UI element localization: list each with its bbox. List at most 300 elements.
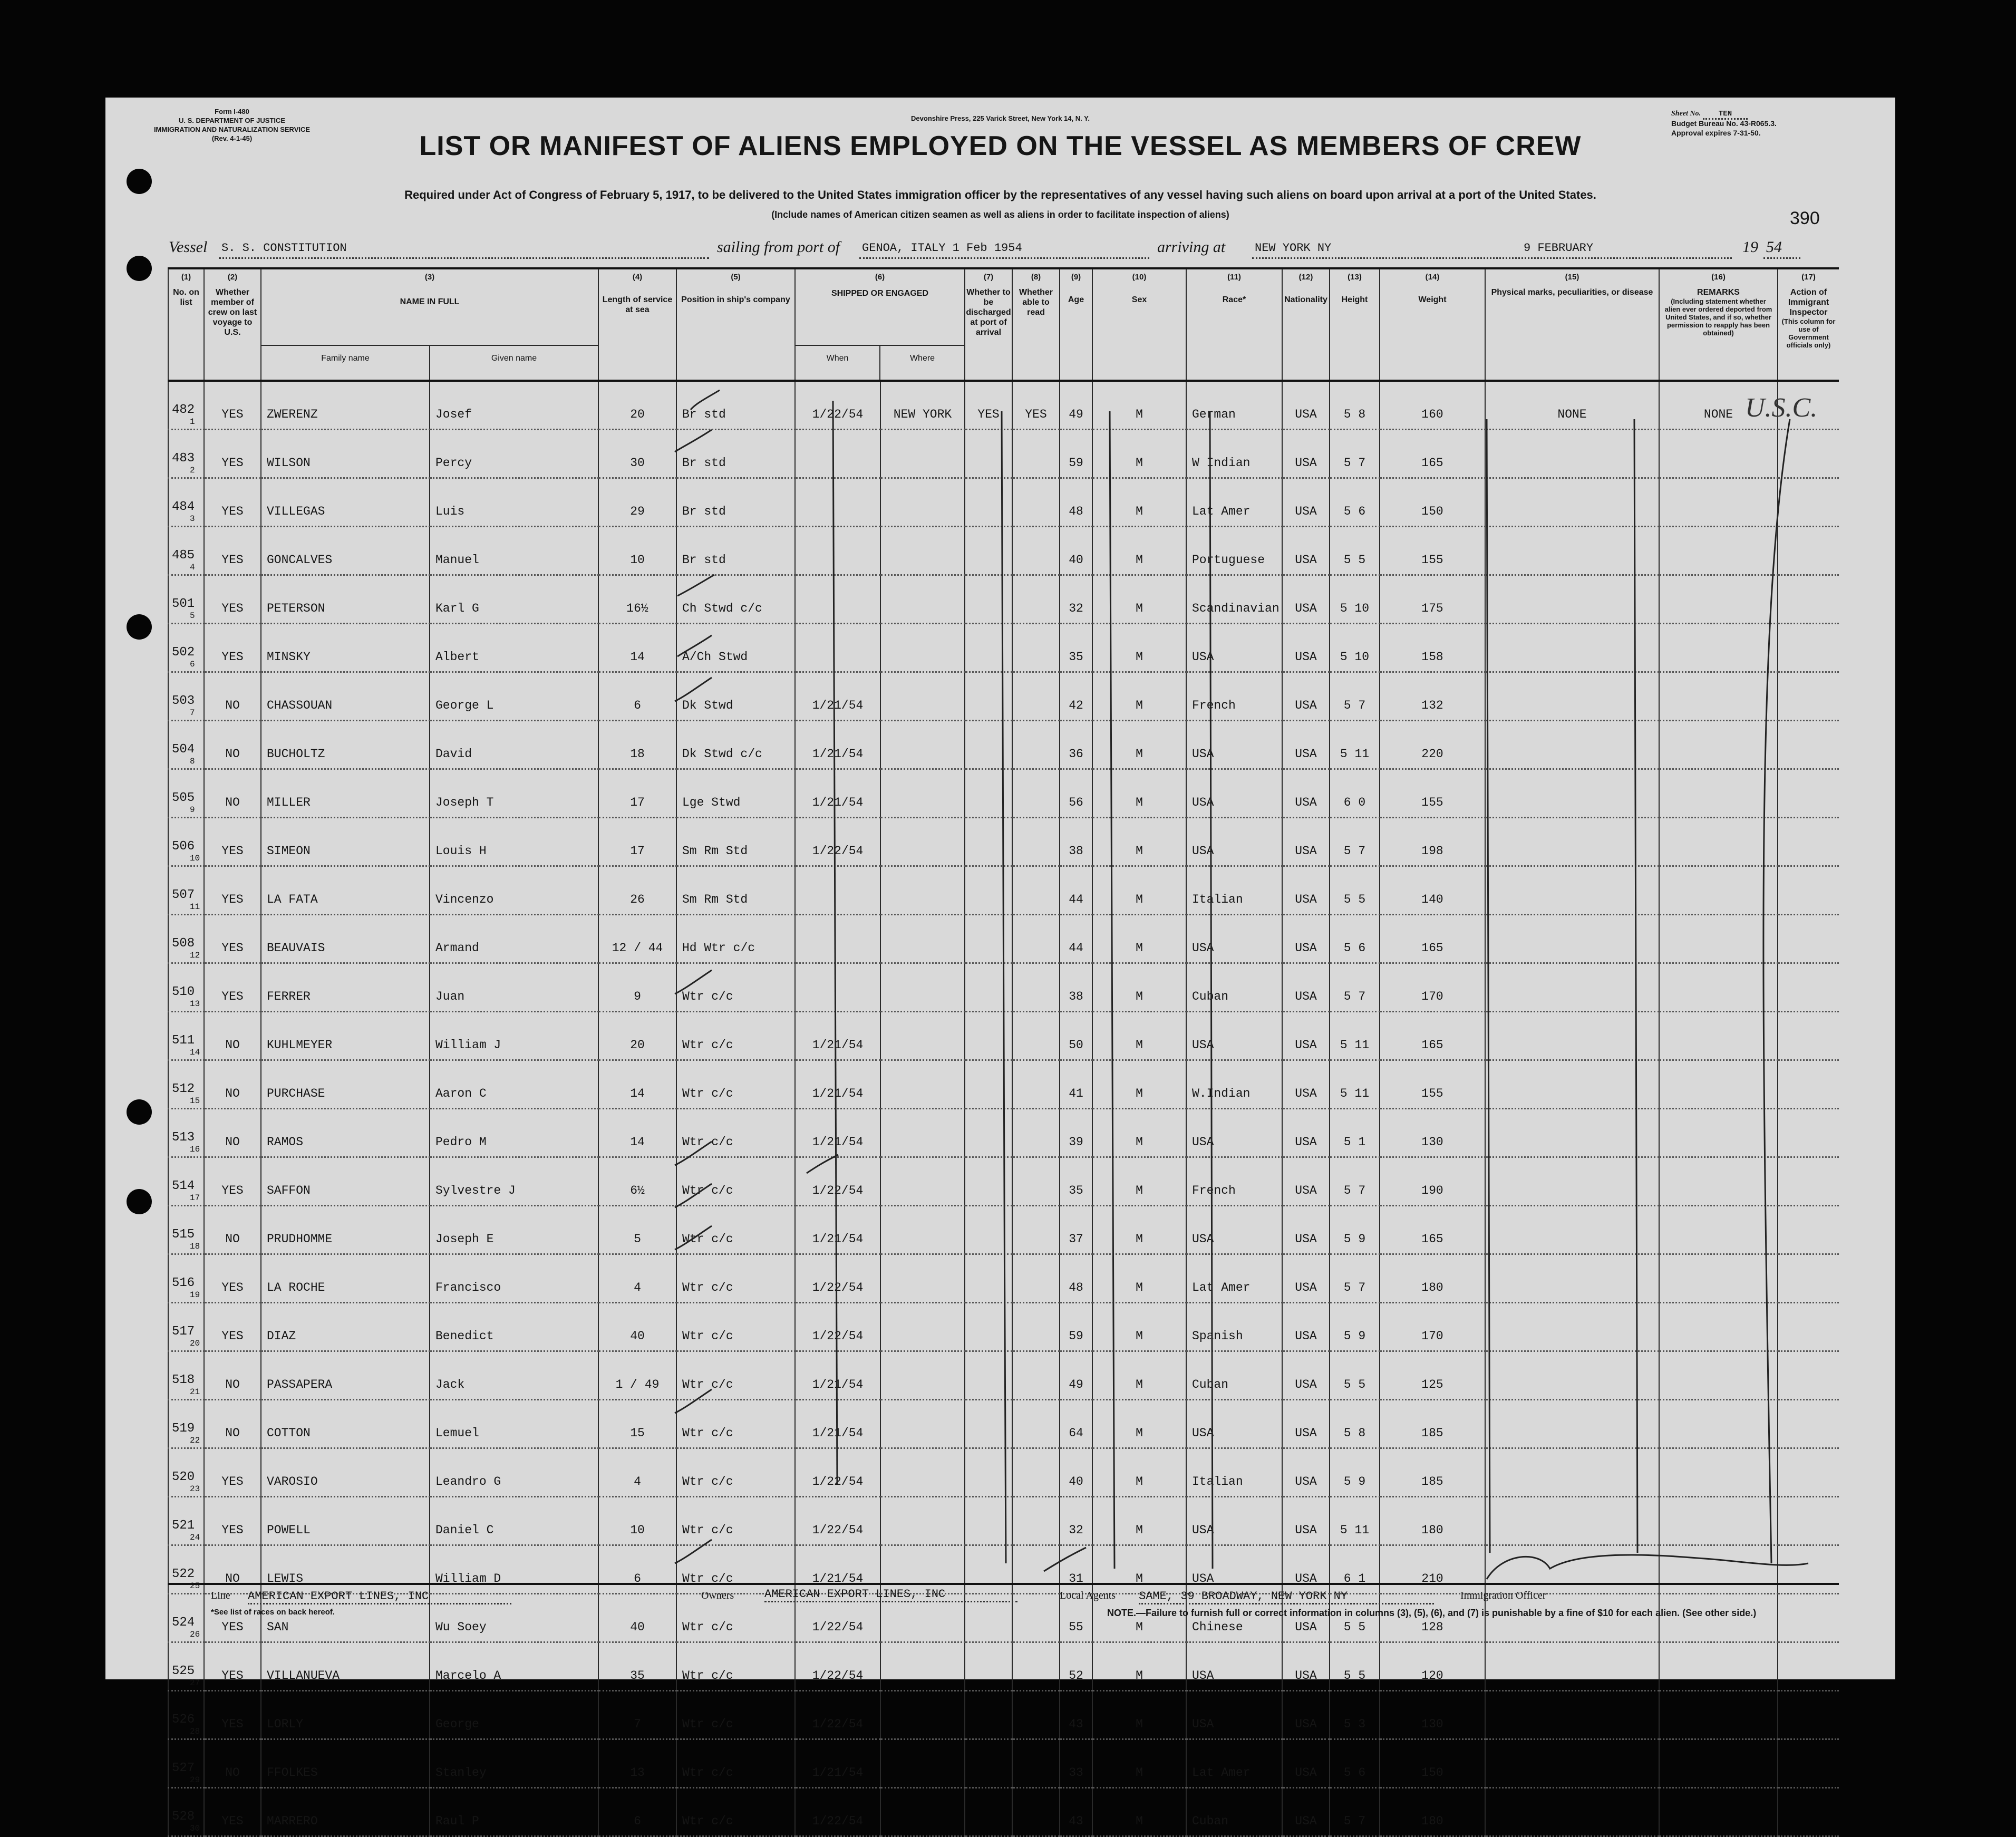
cell-marks: [1485, 866, 1659, 915]
cell-position: Br std: [676, 527, 795, 575]
cell-crew: NO: [204, 1206, 261, 1254]
cell-race: Lat Amer: [1186, 1739, 1282, 1788]
list-number: 516: [172, 1276, 195, 1290]
form-line: IMMIGRATION AND NATURALIZATION SERVICE: [153, 125, 311, 133]
cell-marks: [1485, 721, 1659, 769]
cell-crew: YES: [204, 1788, 261, 1836]
cell-discharged: [965, 1254, 1012, 1303]
cell-action: [1778, 478, 1839, 527]
cell-family: PRUDHOMME: [261, 1206, 430, 1254]
cell-given: Percy: [430, 430, 598, 478]
cell-sex: M: [1092, 1594, 1186, 1642]
cell-read: [1012, 1012, 1060, 1060]
cell-nationality: USA: [1282, 769, 1330, 818]
date-value: 9 FEBRUARY: [1524, 241, 1594, 255]
cell-nationality: USA: [1282, 866, 1330, 915]
cell-race: USA: [1186, 1642, 1282, 1691]
cell-nationality: USA: [1282, 575, 1330, 624]
cell-given: Lemuel: [430, 1400, 598, 1448]
cell-position: Wtr c/c: [676, 1594, 795, 1642]
cell-where: [880, 1642, 965, 1691]
line-number: 13: [190, 999, 200, 1009]
row-number: [168, 721, 204, 769]
cell-height: 5 9: [1330, 1303, 1380, 1351]
cell-read: [1012, 478, 1060, 527]
cell-discharged: [965, 915, 1012, 963]
cell-given: Albert: [430, 624, 598, 672]
cell-age: 33: [1060, 1739, 1092, 1788]
line-number: 21: [190, 1387, 200, 1397]
year-prefix: 19: [1742, 238, 1758, 256]
arriving-value: NEW YORK NY: [1255, 241, 1332, 255]
document-note: (Include names of American citizen seamen as well as aliens in order to facilitate inspection of aliens): [771, 209, 1229, 220]
cell-service: 20: [598, 381, 676, 430]
cell-family: COTTON: [261, 1400, 430, 1448]
line-number: 7: [190, 708, 195, 718]
cell-age: 64: [1060, 1400, 1092, 1448]
cell-discharged: [965, 1739, 1012, 1788]
row-number: [168, 1497, 204, 1545]
cell-sex: M: [1092, 381, 1186, 430]
line-number: 3: [190, 514, 195, 524]
cell-height: 5 8: [1330, 381, 1380, 430]
col-header-read: (8) Whether able to read: [1012, 269, 1060, 381]
table-row: [168, 866, 1839, 915]
cell-where: [880, 527, 965, 575]
cell-height: 5 5: [1330, 1594, 1380, 1642]
budget-line: Budget Bureau No. 43-R065.3.: [1671, 119, 1777, 128]
cell-given: Karl G: [430, 575, 598, 624]
cell-height: 5 1: [1330, 1109, 1380, 1157]
cell-nationality: USA: [1282, 1351, 1330, 1400]
footer-races-note: *See list of races on back hereof.: [211, 1608, 335, 1617]
punch-hole: [127, 256, 152, 281]
cell-position: Lge Stwd: [676, 769, 795, 818]
col-header-height: (13) Height: [1330, 269, 1380, 381]
cell-service: 17: [598, 769, 676, 818]
cell-weight: 170: [1380, 1303, 1485, 1351]
row-number: [168, 1545, 204, 1594]
cell-weight: 180: [1380, 1788, 1485, 1836]
line-number: 16: [190, 1145, 200, 1154]
cell-marks: NONE: [1485, 381, 1659, 430]
cell-weight: 175: [1380, 575, 1485, 624]
cell-given: Joseph E: [430, 1206, 598, 1254]
cell-position: Ch Stwd c/c: [676, 575, 795, 624]
cell-family: MINSKY: [261, 624, 430, 672]
cell-crew: YES: [204, 1254, 261, 1303]
cell-discharged: [965, 430, 1012, 478]
cell-where: [880, 1400, 965, 1448]
line-number: 11: [190, 902, 200, 912]
cell-nationality: USA: [1282, 1739, 1330, 1788]
cell-remarks: [1659, 963, 1778, 1012]
sailing-label: sailing from port of: [717, 238, 840, 256]
cell-given: Pedro M: [430, 1109, 598, 1157]
cell-height: 5 3: [1330, 1691, 1380, 1739]
cell-discharged: [965, 1060, 1012, 1109]
list-number: 483: [172, 451, 195, 466]
cell-when: 1/21/54: [795, 1060, 880, 1109]
cell-action: [1778, 1788, 1839, 1836]
cell-age: 41: [1060, 1060, 1092, 1109]
cell-crew: YES: [204, 478, 261, 527]
cell-age: 59: [1060, 1303, 1092, 1351]
cell-family: SAN: [261, 1594, 430, 1642]
cell-given: Daniel C: [430, 1497, 598, 1545]
cell-weight: 150: [1380, 478, 1485, 527]
cell-position: Dk Stwd: [676, 672, 795, 721]
cell-service: 6: [598, 672, 676, 721]
cell-marks: [1485, 1448, 1659, 1497]
cell-weight: 150: [1380, 1739, 1485, 1788]
cell-race: USA: [1186, 1497, 1282, 1545]
cell-nationality: USA: [1282, 624, 1330, 672]
row-number: [168, 915, 204, 963]
cell-crew: YES: [204, 1448, 261, 1497]
cell-action: [1778, 1157, 1839, 1206]
cell-family: PURCHASE: [261, 1060, 430, 1109]
cell-discharged: [965, 1545, 1012, 1594]
cell-age: 32: [1060, 1497, 1092, 1545]
table-row: [168, 527, 1839, 575]
cell-where: [880, 1060, 965, 1109]
cell-weight: 165: [1380, 1206, 1485, 1254]
cell-read: [1012, 963, 1060, 1012]
cell-given: Aaron C: [430, 1060, 598, 1109]
cell-position: Wtr c/c: [676, 1109, 795, 1157]
footer-line-value: AMERICAN EXPORT LINES, INC: [248, 1590, 511, 1604]
cell-position: Br std: [676, 381, 795, 430]
cell-where: [880, 1012, 965, 1060]
cell-weight: 158: [1380, 624, 1485, 672]
line-number: 19: [190, 1290, 200, 1300]
cell-age: 55: [1060, 1594, 1092, 1642]
cell-age: 36: [1060, 721, 1092, 769]
cell-height: 5 7: [1330, 1788, 1380, 1836]
cell-family: SAFFON: [261, 1157, 430, 1206]
cell-read: [1012, 1448, 1060, 1497]
cell-sex: M: [1092, 866, 1186, 915]
cell-remarks: [1659, 1012, 1778, 1060]
cell-nationality: USA: [1282, 1691, 1330, 1739]
table-row: [168, 769, 1839, 818]
col-header-position: (5) Position in ship's company: [676, 269, 795, 381]
cell-sex: M: [1092, 963, 1186, 1012]
cell-read: [1012, 1739, 1060, 1788]
cell-where: [880, 624, 965, 672]
cell-remarks: [1659, 769, 1778, 818]
cell-remarks: NONE: [1659, 381, 1778, 430]
cell-family: POWELL: [261, 1497, 430, 1545]
line-number: 6: [190, 660, 195, 669]
table-row: [168, 818, 1839, 866]
cell-position: Wtr c/c: [676, 1739, 795, 1788]
list-number: 512: [172, 1082, 195, 1096]
cell-read: [1012, 1254, 1060, 1303]
row-number: [168, 381, 204, 430]
cell-discharged: [965, 624, 1012, 672]
cell-service: 18: [598, 721, 676, 769]
cell-remarks: [1659, 915, 1778, 963]
col-header-service: (4) Length of service at sea: [598, 269, 676, 381]
cell-nationality: USA: [1282, 381, 1330, 430]
cell-action: [1778, 1303, 1839, 1351]
list-number: 515: [172, 1227, 195, 1242]
punch-hole: [127, 169, 152, 194]
cell-age: 49: [1060, 381, 1092, 430]
cell-marks: [1485, 1545, 1659, 1594]
cell-crew: YES: [204, 430, 261, 478]
cell-read: [1012, 575, 1060, 624]
cell-when: 1/22/54: [795, 1691, 880, 1739]
cell-marks: [1485, 1012, 1659, 1060]
table-row: [168, 1400, 1839, 1448]
document-title: LIST OR MANIFEST OF ALIENS EMPLOYED ON THE VESSEL AS MEMBERS OF CREW: [419, 131, 1582, 161]
cell-remarks: [1659, 1642, 1778, 1691]
cell-when: 1/22/54: [795, 1594, 880, 1642]
cell-service: 16½: [598, 575, 676, 624]
cell-when: [795, 624, 880, 672]
cell-given: Stanley: [430, 1739, 598, 1788]
footer-line-label: Line: [211, 1590, 230, 1601]
cell-when: 1/21/54: [795, 1545, 880, 1594]
row-number: [168, 575, 204, 624]
cell-position: Dk Stwd c/c: [676, 721, 795, 769]
list-number: 508: [172, 936, 195, 951]
cell-discharged: [965, 818, 1012, 866]
list-number: 519: [172, 1422, 195, 1436]
cell-height: 5 11: [1330, 1497, 1380, 1545]
cell-nationality: USA: [1282, 1642, 1330, 1691]
line-number: 22: [190, 1436, 200, 1445]
cell-action: [1778, 1642, 1839, 1691]
cell-crew: YES: [204, 866, 261, 915]
line-number: 15: [190, 1096, 200, 1106]
cell-sex: M: [1092, 1448, 1186, 1497]
cell-weight: 198: [1380, 818, 1485, 866]
cell-height: 5 5: [1330, 1351, 1380, 1400]
cell-position: Sm Rm Std: [676, 818, 795, 866]
cell-where: [880, 915, 965, 963]
cell-when: [795, 866, 880, 915]
cell-marks: [1485, 575, 1659, 624]
cell-race: Lat Amer: [1186, 478, 1282, 527]
footer-officer-label: Immigration Officer: [1460, 1590, 1546, 1601]
table-row: [168, 575, 1839, 624]
cell-service: 14: [598, 1109, 676, 1157]
cell-marks: [1485, 672, 1659, 721]
cell-race: Lat Amer: [1186, 1254, 1282, 1303]
sailing-value: GENOA, ITALY 1 Feb 1954: [862, 241, 1022, 255]
arriving-label: arriving at: [1157, 238, 1226, 256]
year-value: 54: [1766, 238, 1782, 256]
cell-where: [880, 769, 965, 818]
cell-given: Manuel: [430, 527, 598, 575]
list-number: 524: [172, 1616, 195, 1630]
cell-remarks: [1659, 1739, 1778, 1788]
cell-when: [795, 430, 880, 478]
list-number: 504: [172, 742, 195, 757]
cell-remarks: [1659, 1351, 1778, 1400]
cell-height: 5 11: [1330, 1060, 1380, 1109]
cell-position: Wtr c/c: [676, 963, 795, 1012]
cell-marks: [1485, 1691, 1659, 1739]
cell-position: Br std: [676, 430, 795, 478]
line-number: 9: [190, 805, 195, 815]
footer-agents-label: Local Agents: [1060, 1590, 1116, 1601]
cell-position: Wtr c/c: [676, 1545, 795, 1594]
cell-read: [1012, 430, 1060, 478]
row-number: [168, 769, 204, 818]
cell-family: FFOLKES: [261, 1739, 430, 1788]
row-number: [168, 478, 204, 527]
cell-height: 5 7: [1330, 430, 1380, 478]
cell-sex: M: [1092, 624, 1186, 672]
list-number: 501: [172, 597, 195, 611]
footer-owners-label: Owners: [701, 1590, 734, 1601]
cell-given: Armand: [430, 915, 598, 963]
cell-age: 31: [1060, 1545, 1092, 1594]
cell-action: [1778, 1012, 1839, 1060]
line-number: 14: [190, 1048, 200, 1057]
cell-sex: M: [1092, 478, 1186, 527]
list-number: 506: [172, 839, 195, 854]
cell-family: LEWIS: [261, 1545, 430, 1594]
cell-crew: NO: [204, 672, 261, 721]
cell-sex: M: [1092, 769, 1186, 818]
list-number: 522: [172, 1567, 195, 1581]
cell-age: 39: [1060, 1109, 1092, 1157]
cell-weight: 165: [1380, 430, 1485, 478]
cell-sex: M: [1092, 1497, 1186, 1545]
cell-when: [795, 478, 880, 527]
cell-age: 40: [1060, 1448, 1092, 1497]
cell-family: VILLEGAS: [261, 478, 430, 527]
cell-weight: 155: [1380, 1060, 1485, 1109]
cell-where: [880, 1739, 965, 1788]
cell-crew: NO: [204, 1739, 261, 1788]
cell-discharged: [965, 1157, 1012, 1206]
table-row: [168, 1157, 1839, 1206]
cell-when: [795, 915, 880, 963]
cell-remarks: [1659, 1788, 1778, 1836]
cell-action: [1778, 1545, 1839, 1594]
cell-age: 50: [1060, 1012, 1092, 1060]
cell-where: [880, 430, 965, 478]
table-row: [168, 1448, 1839, 1497]
cell-height: 5 10: [1330, 575, 1380, 624]
cell-position: Wtr c/c: [676, 1206, 795, 1254]
cell-read: [1012, 721, 1060, 769]
cell-position: Wtr c/c: [676, 1060, 795, 1109]
cell-remarks: [1659, 430, 1778, 478]
cell-remarks: [1659, 1060, 1778, 1109]
table-row: [168, 1788, 1839, 1836]
cell-discharged: [965, 1400, 1012, 1448]
cell-nationality: USA: [1282, 915, 1330, 963]
manifest-sheet: [105, 98, 1895, 1833]
cell-when: 1/22/54: [795, 1642, 880, 1691]
col-header-given: Given name: [491, 354, 537, 363]
cell-height: 5 7: [1330, 672, 1380, 721]
cell-sex: M: [1092, 527, 1186, 575]
cell-age: 43: [1060, 1788, 1092, 1836]
cell-marks: [1485, 963, 1659, 1012]
cell-crew: NO: [204, 721, 261, 769]
cell-weight: 160: [1380, 381, 1485, 430]
cell-service: 14: [598, 624, 676, 672]
cell-when: 1/22/54: [795, 1497, 880, 1545]
cell-weight: 120: [1380, 1642, 1485, 1691]
cell-position: Wtr c/c: [676, 1497, 795, 1545]
cell-discharged: [965, 527, 1012, 575]
cell-where: [880, 1497, 965, 1545]
cell-service: 5: [598, 1206, 676, 1254]
table-row: [168, 1497, 1839, 1545]
cell-crew: NO: [204, 1109, 261, 1157]
row-number: [168, 1594, 204, 1642]
cell-age: 56: [1060, 769, 1092, 818]
cell-sex: M: [1092, 430, 1186, 478]
cell-crew: YES: [204, 624, 261, 672]
row-number: [168, 1788, 204, 1836]
cell-when: 1/21/54: [795, 769, 880, 818]
cell-age: 44: [1060, 915, 1092, 963]
cell-race: USA: [1186, 721, 1282, 769]
row-number: [168, 1109, 204, 1157]
cell-action: [1778, 1400, 1839, 1448]
cell-nationality: USA: [1282, 1497, 1330, 1545]
cell-remarks: [1659, 624, 1778, 672]
cell-read: YES: [1012, 381, 1060, 430]
cell-crew: NO: [204, 1351, 261, 1400]
cell-read: [1012, 624, 1060, 672]
cell-service: 4: [598, 1254, 676, 1303]
cell-age: 32: [1060, 575, 1092, 624]
line-number: 26: [190, 1630, 200, 1639]
cell-position: Wtr c/c: [676, 1400, 795, 1448]
list-number: 510: [172, 985, 195, 999]
cell-discharged: [965, 963, 1012, 1012]
cell-remarks: [1659, 1691, 1778, 1739]
cell-remarks: [1659, 818, 1778, 866]
cell-read: [1012, 527, 1060, 575]
cell-action: [1778, 1254, 1839, 1303]
cell-action: [1778, 1594, 1839, 1642]
row-number: [168, 866, 204, 915]
cell-age: 37: [1060, 1206, 1092, 1254]
cell-sex: M: [1092, 1109, 1186, 1157]
cell-service: 9: [598, 963, 676, 1012]
footer-agents-value: SAME, 39 BROADWAY, NEW YORK NY: [1139, 1590, 1434, 1604]
cell-remarks: [1659, 1497, 1778, 1545]
cell-where: [880, 1109, 965, 1157]
row-number: [168, 963, 204, 1012]
cell-read: [1012, 1497, 1060, 1545]
cell-height: 5 11: [1330, 1012, 1380, 1060]
cell-family: KUHLMEYER: [261, 1012, 430, 1060]
row-number: [168, 1157, 204, 1206]
cell-nationality: USA: [1282, 478, 1330, 527]
cell-when: 1/21/54: [795, 1109, 880, 1157]
cell-age: 35: [1060, 1157, 1092, 1206]
cell-weight: 185: [1380, 1400, 1485, 1448]
table-row: [168, 1545, 1839, 1594]
punch-hole: [127, 614, 152, 640]
cell-given: Sylvestre J: [430, 1157, 598, 1206]
cell-family: LORLY: [261, 1691, 430, 1739]
